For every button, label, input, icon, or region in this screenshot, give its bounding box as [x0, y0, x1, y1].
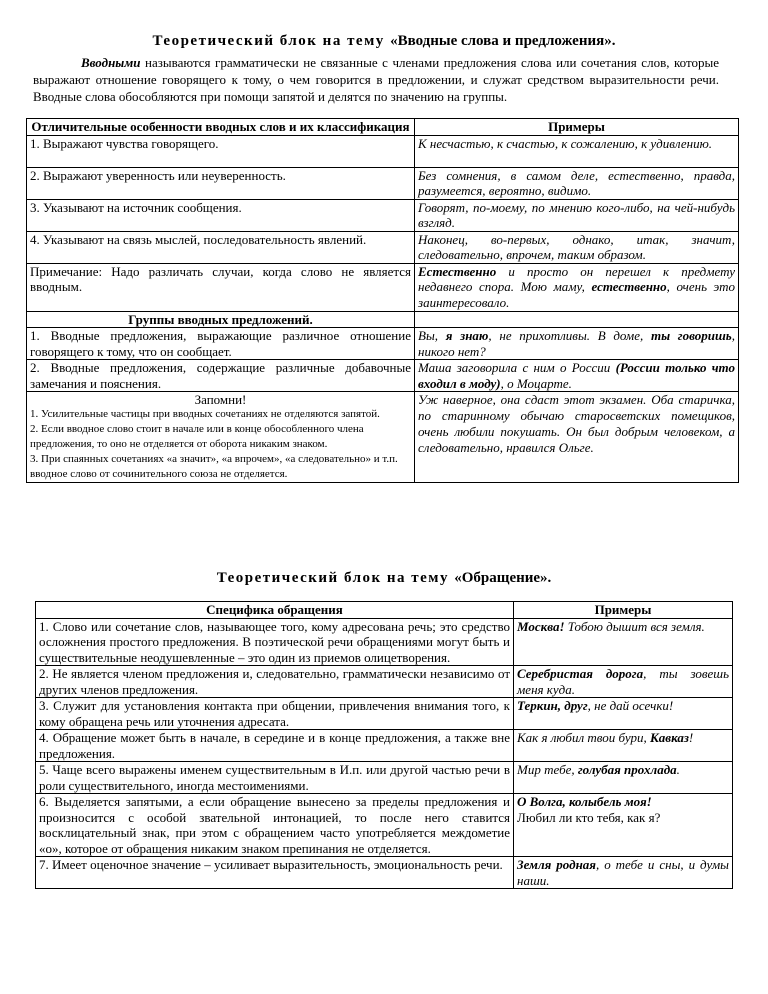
- column-header-examples: Примеры: [415, 119, 739, 136]
- table-row-note: [27, 263, 739, 311]
- intro-words-table: [26, 118, 739, 483]
- table-row: [27, 328, 739, 360]
- row-example: Земля родная, о тебе и сны, и думы наши.: [514, 857, 733, 889]
- row-text: 6. Выделяется запятыми, а если обращение вынесено за пределы предложения и произносится с особой звательной интонацией, то после него ставится восклицательный знак, при этом с обращением часто употребляется междометие «о», которое от обращения никаким знаком препинания не отделяется.: [36, 794, 514, 857]
- section1-title-topic: «Вводные слова и предложения».: [390, 33, 616, 49]
- row-example: К несчастью, к счастью, к сожалению, к удивлению.: [415, 135, 739, 167]
- column-header-examples: Примеры: [514, 602, 733, 619]
- groups-header-row: [27, 311, 739, 328]
- table-row: [27, 135, 739, 167]
- address-table: [35, 601, 733, 889]
- table-row: [36, 666, 733, 698]
- row-text: 3. Служит для установления контакта при общении, привлечения внимания того, к кому обращена речь или уточнения адресата.: [36, 698, 514, 730]
- group-example: Вы, я знаю, не прихотливы. В доме, ты говоришь, никого нет?: [415, 328, 739, 360]
- row-text: 1. Выражают чувства говорящего.: [27, 135, 415, 167]
- intro-text: называются грамматически не связанные с членами предложения слова или сочетания слов, которые выражают отношение говорящего к тому, о чем говорится в предложении, и служат средством выразительности речи. Вводные слова обособляются при помощи запятой и делятся по значению на группы.: [33, 55, 719, 104]
- table-row: [27, 360, 739, 392]
- row-example: Говорят, по-моему, по мнению кого-либо, на чей-нибудь взгляд.: [415, 199, 739, 231]
- intro-term: Вводными: [81, 55, 141, 70]
- remember-row: [27, 392, 739, 483]
- remember-cell: [27, 392, 415, 483]
- row-text: 1. Слово или сочетание слов, называющее того, кому адресована речь; это средство осложнения простого предложения. В поэтической речи обращениями могут быть и существительные неодушевленные – это один из приемов олицетворения.: [36, 618, 514, 666]
- row-text: 4. Обращение может быть в начале, в середине и в конце предложения, а также вне предложения.: [36, 730, 514, 762]
- row-text: 4. Указывают на связь мыслей, последовательность явлений.: [27, 231, 415, 263]
- table-header-row: [36, 602, 733, 619]
- section2-title: [24, 570, 744, 587]
- row-text: 2. Не является членом предложения и, следовательно, грамматически независимо от других членов предложения.: [36, 666, 514, 698]
- note-example: Естественно и просто он перешел к предмету недавнего спора. Мою маму, естественно, очень это заинтересовало.: [415, 263, 739, 311]
- section1-title: [24, 33, 744, 50]
- group-text: 2. Вводные предложения, содержащие различные добавочные замечания и пояснения.: [27, 360, 415, 392]
- empty-cell: [415, 311, 739, 328]
- row-example: Теркин, друг, не дай осечки!: [514, 698, 733, 730]
- remember-example: Уж наверное, она сдаст этот экзамен. Оба старичка, по старинному обычаю старосветских помещиков, очень любили покушать. Он был добрым человеком, а следовательно, нравился Ольге.: [415, 392, 739, 483]
- table-row: [36, 762, 733, 794]
- column-header-features: Отличительные особенности вводных слов и их классификация: [27, 119, 415, 136]
- table-row: [27, 231, 739, 263]
- table-row: [36, 698, 733, 730]
- remember-title: Запомни!: [194, 392, 247, 407]
- remember-item: 3. При спаянных сочетаниях «а значит», «а впрочем», «а следовательно» и т.п. вводное слово от сочинительного союза не отделяется.: [30, 453, 398, 480]
- row-text: 7. Имеет оценочное значение – усиливает выразительность, эмоциональность речи.: [36, 857, 514, 889]
- table-row: [27, 167, 739, 199]
- section2-title-topic: «Обращение».: [454, 570, 552, 586]
- table-row: [36, 794, 733, 857]
- group-example: Маша заговорила с ним о России (России только что входил в моду), о Моцарте.: [415, 360, 739, 392]
- note-text: Примечание: Надо различать случаи, когда слово не является вводным.: [27, 263, 415, 311]
- row-example: О Волга, колыбель моя! Любил ли кто тебя, как я?: [514, 794, 733, 857]
- table-row: [36, 730, 733, 762]
- section1-title-prefix: Теоретический блок на тему: [152, 33, 385, 49]
- row-example: Серебристая дорога, ты зовешь меня куда.: [514, 666, 733, 698]
- remember-item: 2. Если вводное слово стоит в начале или в конце обособленного члена предложения, то оно не отделяется от оборота никаким знаком.: [30, 423, 364, 450]
- table-row: [36, 857, 733, 889]
- row-example: Москва! Тобою дышит вся земля.: [514, 618, 733, 666]
- row-text: 2. Выражают уверенность или неуверенность.: [27, 167, 415, 199]
- column-header-specifics: Специфика обращения: [36, 602, 514, 619]
- groups-header: Группы вводных предложений.: [27, 311, 415, 328]
- row-example: Наконец, во-первых, однако, итак, значит, следовательно, впрочем, таким образом.: [415, 231, 739, 263]
- section1-intro: [33, 54, 719, 105]
- remember-item: 1. Усилительные частицы при вводных сочетаниях не отделяются запятой.: [30, 408, 380, 420]
- group-text: 1. Вводные предложения, выражающие различное отношение говорящего к тому, что он сообщает.: [27, 328, 415, 360]
- row-example: Как я любил твои бури, Кавказ!: [514, 730, 733, 762]
- table-row: [36, 618, 733, 666]
- row-example: Без сомнения, в самом деле, естественно, правда, разумеется, вероятно, видимо.: [415, 167, 739, 199]
- table-row: [27, 199, 739, 231]
- row-example: Мир тебе, голубая прохлада.: [514, 762, 733, 794]
- table-header-row: [27, 119, 739, 136]
- row-text: 3. Указывают на источник сообщения.: [27, 199, 415, 231]
- row-text: 5. Чаще всего выражены именем существительным в И.п. или другой частью речи в роли существительного, иногда местоимениями.: [36, 762, 514, 794]
- section2-title-prefix: Теоретический блок на тему: [216, 570, 450, 586]
